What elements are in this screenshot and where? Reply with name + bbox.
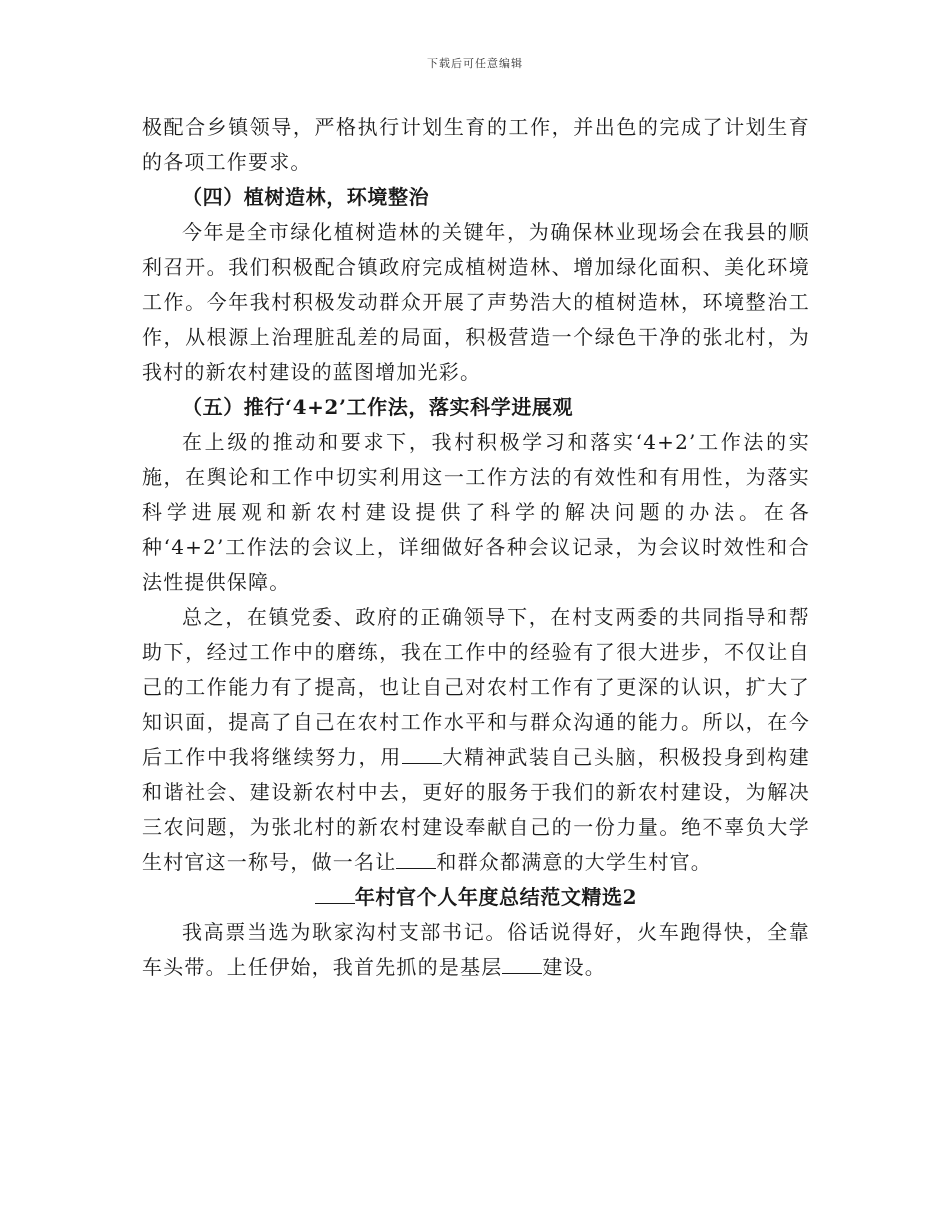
summary-text-c: 和群众都满意的大学生村官。 [436,850,713,874]
election-text-b: 建设。 [542,955,607,979]
paragraph-family-planning: 极配合乡镇领导，严格执行计划生育的工作，并出色的完成了计划生育的各项工作要求。 [142,115,810,174]
paragraph-summary [142,600,810,880]
paragraph-election [142,915,810,985]
document-body [142,110,810,985]
blank-line [402,745,442,764]
section-heading-5: （五）推行‘4+2’工作法，落实科学进展观 [182,395,574,419]
summary-text-a: 总之，在镇党委、政府的正确领导下，在村支两委的共同指导和帮助下，经过工作中的磨练，我在工作中的经验有了很大进步，不仅让自己的工作能力有了提高，也让自己对农村工作有了更深的认识，扩大了知识面，提高了自己在农村工作水平和与群众沟通的能力。所以，在今后工作中我将继续努力，用 [142,605,810,769]
blank-line [502,955,542,974]
election-text-a: 我高票当选为耿家沟村支部书记。俗话说得好，火车跑得快，全靠车头带。上任伊始，我首先抓的是基层 [142,920,810,979]
paragraph-work-method: 在上级的推动和要求下，我村积极学习和落实‘4+2’工作法的实施，在舆论和工作中切实利用这一工作方法的有效性和有用性，为落实科学进展观和新农村建设提供了科学的解决问题的办法。在各种‘4+2’工作法的会议上，详细做好各种会议记录，为会议时效性和合法性提供保障。 [142,430,810,594]
section-heading-4: （四）植树造林，环境整治 [182,185,430,209]
blank-line [315,885,355,904]
article-title-2 [142,880,810,915]
summary-text-b: 大精神武装自己头脑，积极投身到构建和谐社会、建设新农村中去，更好的服务于我们的新农村建设，为解决三农问题，为张北村的新农村建设奉献自己的一份力量。绝不辜负大学生村官这一称号，做一名让 [142,745,810,874]
title-text: 年村官个人年度总结范文精选2 [354,885,638,909]
paragraph-afforestation: 今年是全市绿化植树造林的关键年，为确保林业现场会在我县的顺利召开。我们积极配合镇政府完成植树造林、增加绿化面积、美化环境工作。今年我村积极发动群众开展了声势浩大的植树造林，环境整治工作，从根源上治理脏乱差的局面，积极营造一个绿色干净的张北村，为我村的新农村建设的蓝图增加光彩。 [142,220,810,384]
page-header: 下载后可任意编辑 [427,57,523,70]
blank-line [396,850,436,869]
